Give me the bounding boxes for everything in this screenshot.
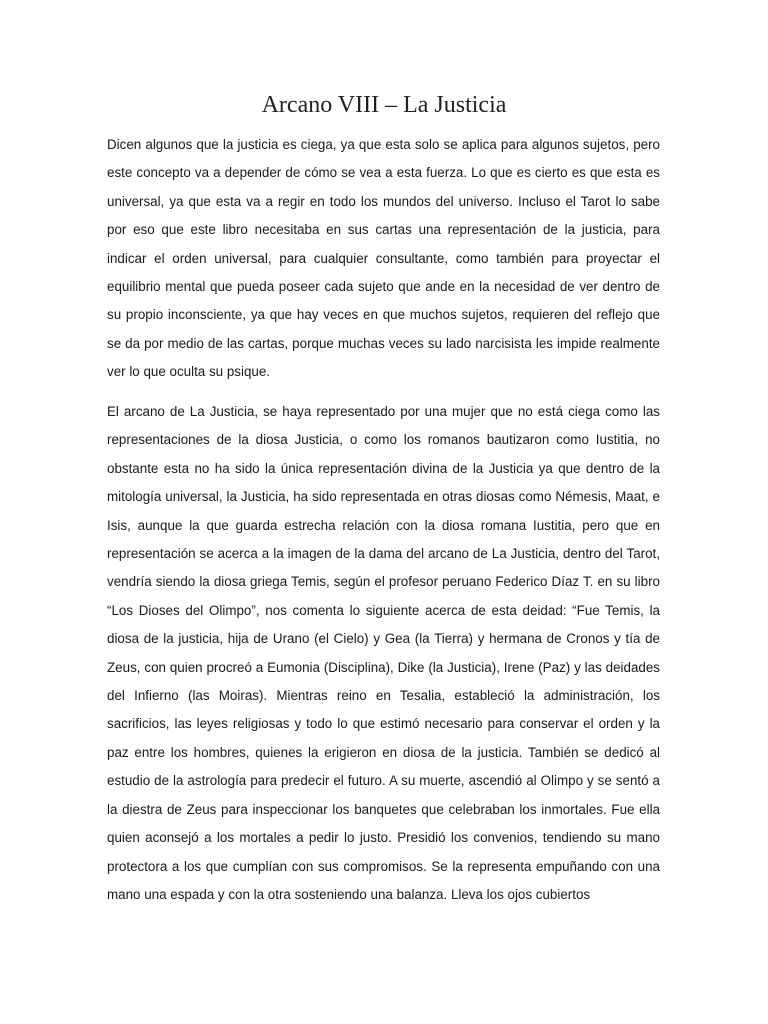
paragraph-2: El arcano de La Justicia, se haya representado por una mujer que no está ciega como las representaciones de la diosa Justicia, o como los romanos bautizaron como Iustitia, no obstante esta no ha sido la única representación divina de la Justicia ya que dentro de la mitología universal, la Justicia, ha sido representada en otras diosas como Némesis, Maat, e Isis, aunque la que guarda estrecha relación con la diosa romana Iustitia, pero que en representación se acerca a la imagen de la dama del arcano de La Justicia, dentro del Tarot, vendría siendo la diosa griega Temis, según el profesor peruano Federico Díaz T. en su libro “Los Dioses del Olimpo”, nos comenta lo siguiente acerca de esta deidad: “Fue Temis, la diosa de la justicia, hija de Urano (el Cielo) y Gea (la Tierra) y hermana de Cronos y tía de Zeus, con quien procreó a Eumonia (Disciplina), Dike (la Justicia), Irene (Paz) y las deidades del Infierno (las Moiras). Mientras reino en Tesalia, estableció la administración, los sacrificios, las leyes religiosas y todo lo que estimó necesario para conservar el orden y la paz entre los hombres, quienes la erigieron en diosa de la justicia. También se dedicó al estudio de la astrología para predecir el futuro. A su muerte, ascendió al Olimpo y se sentó a la diestra de Zeus para inspeccionar los banquetes que celebraban los inmortales. Fue ella quien aconsejó a los mortales a pedir lo justo. Presidió los convenios, tendiendo su mano protectora a los que cumplían con sus compromisos. Se la representa empuñando con una mano una espada y con la otra sosteniendo una balanza. Lleva los ojos cubiertos — [107, 404, 660, 902]
paragraph-1: Dicen algunos que la justicia es ciega, ya que esta solo se aplica para algunos sujetos, pero este concepto va a depender de cómo se vea a esta fuerza. Lo que es cierto es que esta es universal, ya que esta va a regir en todo los mundos del universo. Incluso el Tarot lo sabe por eso que este libro necesitaba en sus cartas una representación de la justicia, para indicar el orden universal, para cualquier consultante, como también para proyectar el equilibrio mental que pueda poseer cada sujeto que ande en la necesidad de ver dentro de su propio inconsciente, ya que hay veces en que muchos sujetos, requieren del reflejo que se da por medio de las cartas, porque muchas veces su lado narcisista les impide realmente ver lo que oculta su psique. — [107, 137, 660, 380]
document-title: Arcano VIII – La Justicia — [261, 92, 507, 118]
